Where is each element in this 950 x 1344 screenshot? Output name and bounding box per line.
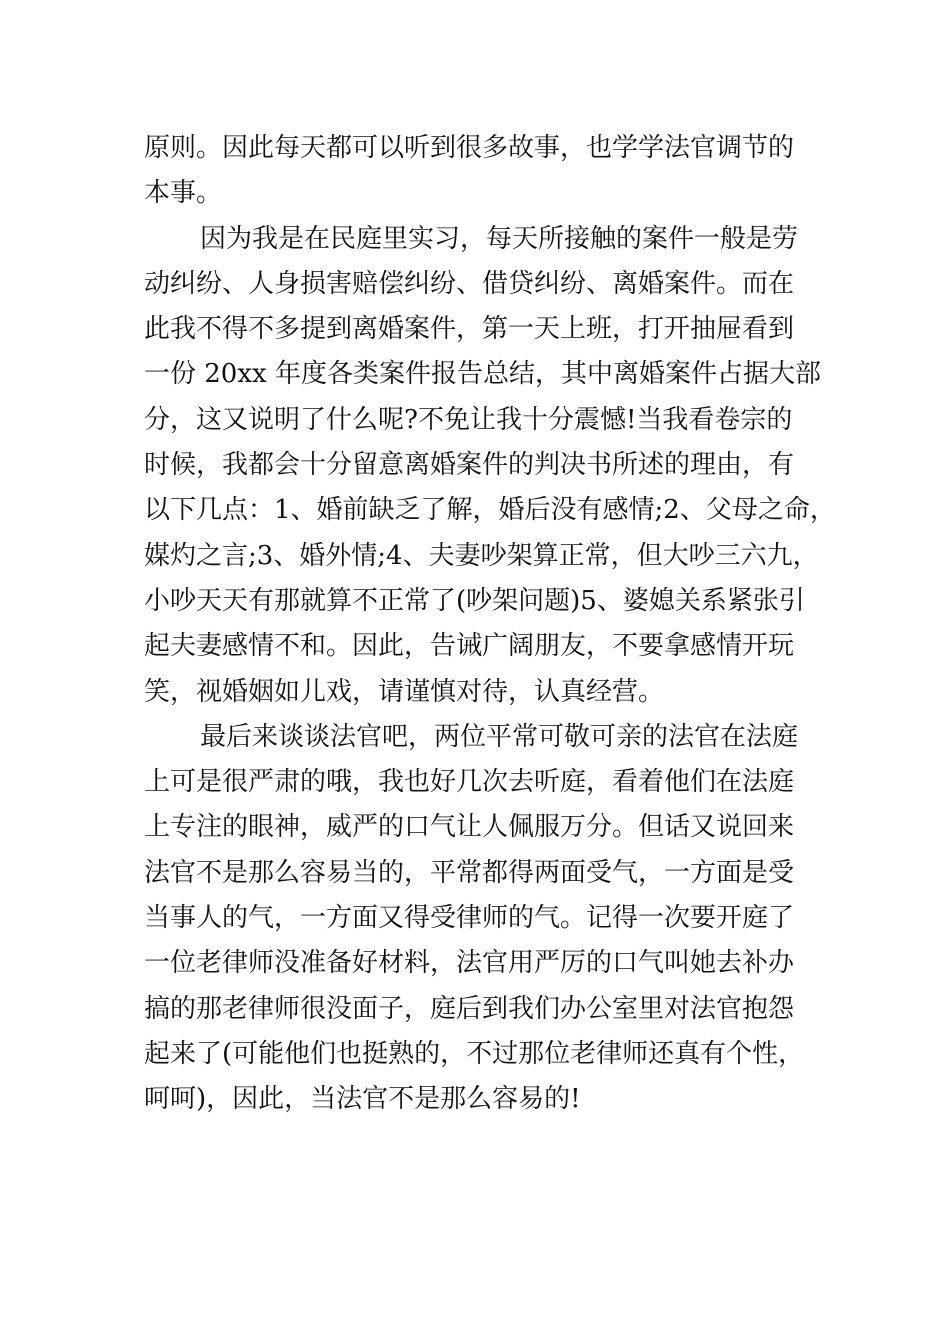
text-line: 动纠纷、人身损害赔偿纠纷、借贷纠纷、离婚案件。而在 — [144, 268, 795, 299]
text-line: 起来了(可能他们也挺熟的，不过那位老律师还真有个性， — [144, 1038, 805, 1069]
text-line: 法官不是那么容易当的，平常都得两面受气，一方面是受 — [144, 857, 795, 888]
text-line: 一位老律师没准备好材料，法官用严厉的口气叫她去补办 — [144, 948, 795, 979]
text-line: 分，这又说明了什么呢?不免让我十分震憾!当我看卷宗的 — [144, 404, 793, 435]
text-line: 起夫妻感情不和。因此，告诫广阔朋友，不要拿感情开玩 — [144, 631, 795, 662]
paragraph-3 — [144, 715, 814, 1123]
text-line: 以下几点：1、婚前缺乏了解，婚后没有感情;2、父母之命， — [144, 495, 836, 526]
text-line: 一份 20xx 年度各类案件报告总结，其中离婚案件占据大部 — [144, 359, 821, 390]
text-line: 本事。 — [144, 178, 223, 209]
text-line: 搞的那老律师很没面子，庭后到我们办公室里对法官抱怨 — [144, 993, 795, 1024]
text-line: 当事人的气，一方面又得受律师的气。记得一次要开庭了 — [144, 903, 795, 934]
paragraph-2 — [144, 217, 836, 715]
text-line: 因为我是在民庭里实习，每天所接触的案件一般是劳 — [200, 223, 799, 254]
text-line: 上专注的眼神，威严的口气让人佩服万分。但话又说回来 — [144, 812, 795, 843]
text-line: 呵呵)，因此，当法官不是那么容易的! — [144, 1084, 581, 1115]
text-line: 小吵天天有那就算不正常了(吵架问题)5、婆媳关系紧张引 — [144, 585, 805, 616]
text-line: 原则。因此每天都可以听到很多故事，也学学法官调节的 — [144, 133, 795, 163]
document-body — [144, 126, 836, 1123]
paragraph-1 — [144, 126, 814, 217]
text-line: 媒灼之言;3、婚外情;4、夫妻吵架算正常，但大吵三六九， — [144, 540, 819, 571]
text-line: 笑，视婚姻如儿戏，请谨慎对待，认真经营。 — [144, 676, 665, 707]
text-line: 时候，我都会十分留意离婚案件的判决书所述的理由，有 — [144, 450, 795, 481]
text-line: 最后来谈谈法官吧，两位平常可敬可亲的法官在法庭 — [200, 721, 799, 752]
text-line: 此我不得不多提到离婚案件，第一天上班，打开抽屉看到 — [144, 314, 795, 345]
text-line: 上可是很严肃的哦，我也好几次去听庭，看着他们在法庭 — [144, 767, 795, 798]
